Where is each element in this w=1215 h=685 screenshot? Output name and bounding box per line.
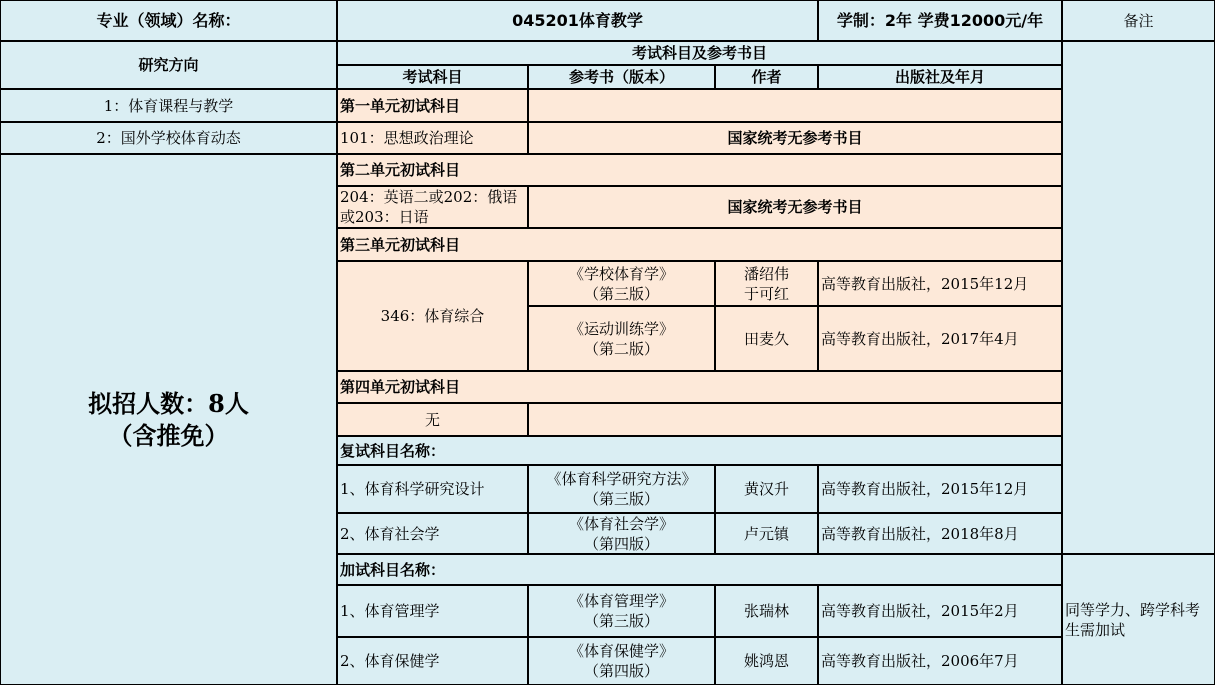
border-line [817, 65, 819, 89]
col-book-header: 参考书（版本） [528, 65, 715, 89]
unit1-note: 国家统考无参考书目 [528, 122, 1062, 154]
enrollment-line1: 拟招人数：8人 [88, 388, 249, 418]
border-line [337, 260, 1062, 262]
author-cell: 田麦久 [715, 306, 818, 371]
col-publisher-header: 出版社及年月 [818, 65, 1062, 89]
border-line [337, 227, 1062, 229]
book-edition: （第三版） [583, 490, 659, 508]
border-line [0, 153, 1062, 155]
unit1-title: 第一单元初试科目 [337, 89, 528, 122]
major-name: 045201体育教学 [337, 0, 818, 41]
author-cell [715, 261, 818, 306]
border-line [0, 40, 1215, 42]
book-cell [528, 637, 715, 685]
border-line [714, 65, 716, 89]
enrollment-count [0, 154, 337, 685]
enrollment-line2: （含推免） [108, 420, 229, 450]
unit4-subject: 无 [337, 403, 528, 436]
col-author-header: 作者 [715, 65, 818, 89]
border-line [527, 65, 529, 122]
border-line [527, 465, 529, 554]
unit3-subject: 346：体育综合 [337, 261, 528, 371]
border-line [337, 370, 1062, 372]
major-label: 专业（领域）名称： [0, 0, 337, 41]
border-line [337, 185, 1062, 187]
col-subject-header: 考试科目 [337, 65, 528, 89]
extra-title: 加试科目名称： [337, 554, 1062, 585]
book-edition: （第四版） [583, 534, 659, 553]
border-line [0, 0, 1215, 1]
book-edition: （第三版） [583, 612, 659, 630]
remarks-label: 备注 [1062, 0, 1215, 41]
unit4-empty [528, 403, 1062, 436]
border-line [1061, 0, 1063, 685]
book-title: 《体育社会学》 [568, 514, 674, 533]
book-title: 《运动训练学》 [568, 319, 674, 338]
border-line [0, 88, 1062, 90]
border-line [336, 0, 338, 685]
extra-subject: 1、体育管理学 [337, 585, 528, 637]
retest-subject: 2、体育社会学 [337, 513, 528, 554]
book-edition: （第四版） [583, 662, 659, 680]
publisher-cell: 高等教育出版社，2015年12月 [818, 261, 1062, 306]
extra-remark: 同等学力、跨学科考生需加试 [1062, 554, 1215, 685]
author-cell: 卢元镇 [715, 513, 818, 554]
border-line [337, 553, 1215, 555]
border-line [817, 585, 819, 685]
border-line [337, 402, 1062, 404]
book-edition: （第三版） [583, 284, 659, 303]
book-edition: （第二版） [583, 339, 659, 358]
duration-fee: 学制：2年 学费12000元/年 [818, 0, 1062, 41]
extra-subject: 2、体育保健学 [337, 637, 528, 685]
border-line [337, 584, 1062, 586]
unit2-subject: 204：英语二或202：俄语或203：日语 [337, 186, 528, 228]
border-line [337, 512, 1062, 514]
publisher-cell: 高等教育出版社，2018年8月 [818, 513, 1062, 554]
book-cell [528, 261, 715, 306]
border-line [714, 465, 716, 554]
border-line [337, 464, 1062, 466]
publisher-cell: 高等教育出版社，2015年12月 [818, 465, 1062, 513]
book-title: 《学校体育学》 [568, 264, 674, 283]
book-title: 《体育科学研究方法》 [546, 470, 697, 488]
border-line [714, 585, 716, 685]
border-line [817, 261, 819, 371]
direction-item: 2：国外学校体育动态 [0, 122, 337, 154]
border-line [527, 585, 529, 685]
author-name: 潘绍伟 [743, 264, 789, 283]
border-line [714, 261, 716, 371]
unit1-empty [528, 89, 1062, 122]
unit4-title: 第四单元初试科目 [337, 371, 1062, 403]
border-line [337, 64, 1062, 66]
border-line [527, 261, 529, 371]
unit2-title: 第二单元初试科目 [337, 154, 1062, 186]
exam-group-label: 考试科目及参考书目 [337, 41, 1062, 65]
book-cell [528, 585, 715, 637]
book-title: 《体育保健学》 [568, 642, 674, 660]
retest-subject: 1、体育科学研究设计 [337, 465, 528, 513]
unit2-note: 国家统考无参考书目 [528, 186, 1062, 228]
unit3-title: 第三单元初试科目 [337, 228, 1062, 261]
author-name: 于可红 [743, 284, 789, 303]
border-line [527, 403, 529, 436]
border-line [0, 0, 1, 685]
border-line [527, 122, 529, 154]
border-line [0, 121, 1062, 123]
book-title: 《体育管理学》 [568, 592, 674, 610]
border-line [817, 465, 819, 554]
publisher-cell: 高等教育出版社，2017年4月 [818, 306, 1062, 371]
direction-label: 研究方向 [0, 41, 337, 89]
author-cell: 张瑞林 [715, 585, 818, 637]
author-cell: 黄汉升 [715, 465, 818, 513]
unit1-subject: 101：思想政治理论 [337, 122, 528, 154]
retest-title: 复试科目名称： [337, 436, 1062, 465]
remarks-column-upper [1062, 41, 1215, 554]
book-cell [528, 513, 715, 554]
book-cell [528, 465, 715, 513]
border-line [337, 435, 1062, 437]
border-line [337, 636, 1062, 638]
author-cell: 姚鸿恩 [715, 637, 818, 685]
publisher-cell: 高等教育出版社，2006年7月 [818, 637, 1062, 685]
border-line [528, 305, 1062, 307]
border-line [817, 0, 819, 41]
publisher-cell: 高等教育出版社，2015年2月 [818, 585, 1062, 637]
border-line [527, 186, 529, 228]
direction-item: 1：体育课程与教学 [0, 89, 337, 122]
book-cell [528, 306, 715, 371]
